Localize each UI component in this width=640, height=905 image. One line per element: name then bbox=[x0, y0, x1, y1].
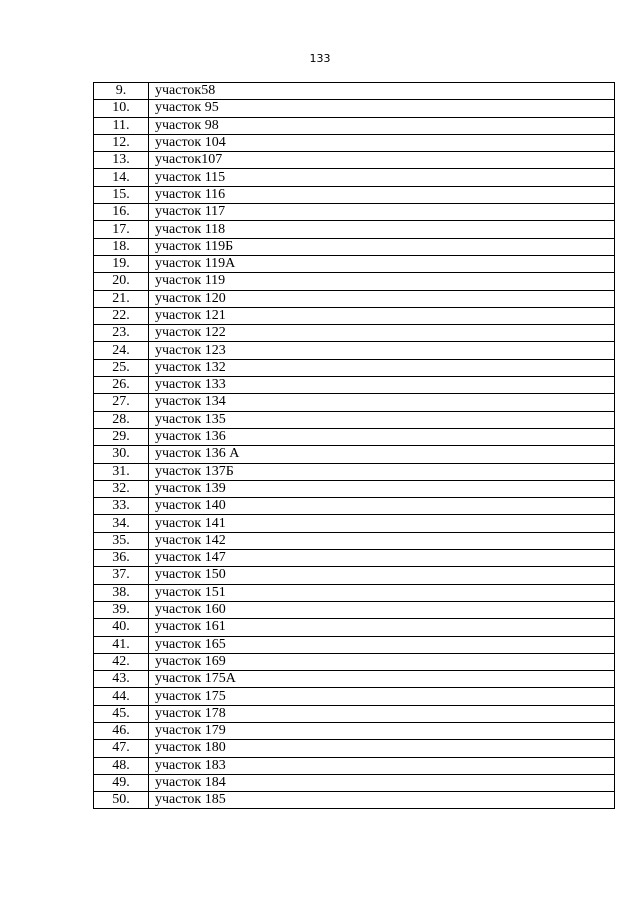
table-row bbox=[94, 584, 615, 601]
row-number-cell: 50. bbox=[94, 792, 149, 809]
row-number-cell: 29. bbox=[94, 428, 149, 445]
plot-name-cell: участок 121 bbox=[149, 307, 615, 324]
row-number-cell: 44. bbox=[94, 688, 149, 705]
table-row bbox=[94, 463, 615, 480]
plot-name-cell: участок107 bbox=[149, 152, 615, 169]
plot-name-cell: участок 119А bbox=[149, 255, 615, 272]
row-number-cell: 49. bbox=[94, 774, 149, 791]
plot-name-cell: участок 161 bbox=[149, 619, 615, 636]
plot-name-cell: участок 169 bbox=[149, 653, 615, 670]
table-row bbox=[94, 671, 615, 688]
row-number-cell: 46. bbox=[94, 722, 149, 739]
row-number-cell: 21. bbox=[94, 290, 149, 307]
plot-name-cell: участок 160 bbox=[149, 601, 615, 618]
plot-name-cell: участок 140 bbox=[149, 498, 615, 515]
plot-name-cell: участок 135 bbox=[149, 411, 615, 428]
table-row bbox=[94, 774, 615, 791]
row-number-cell: 39. bbox=[94, 601, 149, 618]
page-number: 133 bbox=[309, 52, 331, 65]
plot-name-cell: участок 119 bbox=[149, 273, 615, 290]
table-row bbox=[94, 740, 615, 757]
row-number-cell: 47. bbox=[94, 740, 149, 757]
table-row bbox=[94, 411, 615, 428]
table-row bbox=[94, 221, 615, 238]
row-number-cell: 36. bbox=[94, 550, 149, 567]
row-number-cell: 40. bbox=[94, 619, 149, 636]
row-number-cell: 9. bbox=[94, 83, 149, 100]
table-row bbox=[94, 169, 615, 186]
table-row bbox=[94, 567, 615, 584]
table-row bbox=[94, 515, 615, 532]
plot-name-cell: участок 185 bbox=[149, 792, 615, 809]
plot-name-cell: участок 132 bbox=[149, 359, 615, 376]
table-row bbox=[94, 307, 615, 324]
row-number-cell: 31. bbox=[94, 463, 149, 480]
plot-name-cell: участок 117 bbox=[149, 204, 615, 221]
table-row bbox=[94, 532, 615, 549]
table-row bbox=[94, 446, 615, 463]
table-row bbox=[94, 653, 615, 670]
plots-table bbox=[93, 82, 615, 809]
table-row bbox=[94, 757, 615, 774]
row-number-cell: 37. bbox=[94, 567, 149, 584]
row-number-cell: 25. bbox=[94, 359, 149, 376]
row-number-cell: 11. bbox=[94, 117, 149, 134]
table-row bbox=[94, 342, 615, 359]
table-row bbox=[94, 100, 615, 117]
plot-name-cell: участок58 bbox=[149, 83, 615, 100]
table-row bbox=[94, 550, 615, 567]
plot-name-cell: участок 137Б bbox=[149, 463, 615, 480]
plot-name-cell: участок 119Б bbox=[149, 238, 615, 255]
plot-name-cell: участок 134 bbox=[149, 394, 615, 411]
table-row bbox=[94, 792, 615, 809]
table-row bbox=[94, 601, 615, 618]
table-row bbox=[94, 394, 615, 411]
table-row bbox=[94, 117, 615, 134]
row-number-cell: 34. bbox=[94, 515, 149, 532]
row-number-cell: 12. bbox=[94, 134, 149, 151]
table-row bbox=[94, 722, 615, 739]
plot-name-cell: участок 118 bbox=[149, 221, 615, 238]
row-number-cell: 45. bbox=[94, 705, 149, 722]
table-row bbox=[94, 238, 615, 255]
row-number-cell: 16. bbox=[94, 204, 149, 221]
table-row bbox=[94, 428, 615, 445]
plot-name-cell: участок 120 bbox=[149, 290, 615, 307]
row-number-cell: 18. bbox=[94, 238, 149, 255]
plot-name-cell: участок 179 bbox=[149, 722, 615, 739]
table-row bbox=[94, 688, 615, 705]
table-row bbox=[94, 134, 615, 151]
plot-name-cell: участок 151 bbox=[149, 584, 615, 601]
table-row bbox=[94, 480, 615, 497]
table-row bbox=[94, 83, 615, 100]
row-number-cell: 30. bbox=[94, 446, 149, 463]
row-number-cell: 27. bbox=[94, 394, 149, 411]
table-row bbox=[94, 273, 615, 290]
plot-name-cell: участок 98 bbox=[149, 117, 615, 134]
plot-name-cell: участок 142 bbox=[149, 532, 615, 549]
plot-name-cell: участок 141 bbox=[149, 515, 615, 532]
row-number-cell: 15. bbox=[94, 186, 149, 203]
row-number-cell: 24. bbox=[94, 342, 149, 359]
plot-name-cell: участок 136 bbox=[149, 428, 615, 445]
row-number-cell: 14. bbox=[94, 169, 149, 186]
row-number-cell: 35. bbox=[94, 532, 149, 549]
plot-name-cell: участок 123 bbox=[149, 342, 615, 359]
plot-name-cell: участок 136 А bbox=[149, 446, 615, 463]
row-number-cell: 22. bbox=[94, 307, 149, 324]
plot-name-cell: участок 104 bbox=[149, 134, 615, 151]
row-number-cell: 43. bbox=[94, 671, 149, 688]
row-number-cell: 23. bbox=[94, 325, 149, 342]
plot-name-cell: участок 184 bbox=[149, 774, 615, 791]
table-row bbox=[94, 498, 615, 515]
plot-name-cell: участок 150 bbox=[149, 567, 615, 584]
table-row bbox=[94, 705, 615, 722]
plot-name-cell: участок 95 bbox=[149, 100, 615, 117]
row-number-cell: 38. bbox=[94, 584, 149, 601]
plot-name-cell: участок 139 bbox=[149, 480, 615, 497]
row-number-cell: 48. bbox=[94, 757, 149, 774]
row-number-cell: 19. bbox=[94, 255, 149, 272]
plot-name-cell: участок 175А bbox=[149, 671, 615, 688]
table-row bbox=[94, 255, 615, 272]
row-number-cell: 10. bbox=[94, 100, 149, 117]
table-row bbox=[94, 152, 615, 169]
table-row bbox=[94, 619, 615, 636]
plot-name-cell: участок 115 bbox=[149, 169, 615, 186]
table-row bbox=[94, 359, 615, 376]
table-row bbox=[94, 290, 615, 307]
plot-name-cell: участок 178 bbox=[149, 705, 615, 722]
row-number-cell: 42. bbox=[94, 653, 149, 670]
row-number-cell: 13. bbox=[94, 152, 149, 169]
plots-table-body bbox=[94, 83, 615, 809]
row-number-cell: 41. bbox=[94, 636, 149, 653]
table-row bbox=[94, 636, 615, 653]
plot-name-cell: участок 147 bbox=[149, 550, 615, 567]
table-row bbox=[94, 325, 615, 342]
row-number-cell: 17. bbox=[94, 221, 149, 238]
plot-name-cell: участок 175 bbox=[149, 688, 615, 705]
table-row bbox=[94, 377, 615, 394]
row-number-cell: 32. bbox=[94, 480, 149, 497]
plot-name-cell: участок 165 bbox=[149, 636, 615, 653]
table-row bbox=[94, 186, 615, 203]
plot-name-cell: участок 122 bbox=[149, 325, 615, 342]
table-row bbox=[94, 204, 615, 221]
plot-name-cell: участок 133 bbox=[149, 377, 615, 394]
plot-name-cell: участок 180 bbox=[149, 740, 615, 757]
row-number-cell: 26. bbox=[94, 377, 149, 394]
row-number-cell: 33. bbox=[94, 498, 149, 515]
plot-name-cell: участок 183 bbox=[149, 757, 615, 774]
row-number-cell: 20. bbox=[94, 273, 149, 290]
plot-name-cell: участок 116 bbox=[149, 186, 615, 203]
row-number-cell: 28. bbox=[94, 411, 149, 428]
